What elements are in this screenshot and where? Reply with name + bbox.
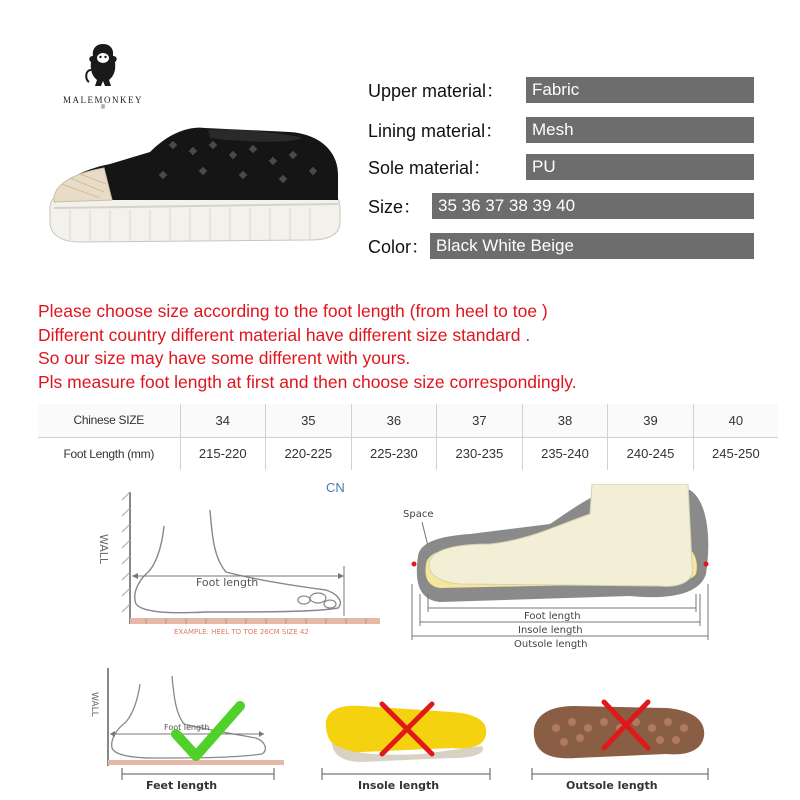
table-row-header: Chinese SIZE xyxy=(38,404,180,437)
table-cell: 220-225 xyxy=(266,437,352,470)
spec-label: Sole material： xyxy=(368,158,492,178)
spec-value: Fabric xyxy=(526,77,754,103)
feet-length-caption: Feet length xyxy=(146,779,218,792)
note-line: Please choose size according to the foot length (from heel to toe ) xyxy=(38,301,548,321)
note-line: Different country different material have different size standard . xyxy=(38,324,531,345)
foot-length-label: Foot length xyxy=(524,611,581,622)
spec-label: Lining material： xyxy=(368,121,504,141)
table-row xyxy=(38,404,778,437)
table-cell: 35 xyxy=(266,404,352,437)
size-notes xyxy=(38,300,778,394)
space-label: Space xyxy=(403,509,434,520)
spec-value: PU xyxy=(526,154,754,180)
feet-length-panel xyxy=(84,662,290,796)
brand-registered-mark: ® xyxy=(100,105,106,111)
table-cell: 245-250 xyxy=(712,446,760,462)
table-cell: 38 xyxy=(522,404,608,437)
table-cell: 235-240 xyxy=(522,437,608,470)
table-cell: 36 xyxy=(351,404,437,437)
outsole-length-panel xyxy=(516,662,722,796)
spec-label: Color： xyxy=(368,237,430,257)
spec-label: Size： xyxy=(368,197,422,217)
table-row-header: Foot Length (mm) xyxy=(38,437,180,470)
note-line: So our size may have some different with yours. xyxy=(38,348,411,368)
table-cell: 34 xyxy=(180,404,266,437)
table-cell: 230-235 xyxy=(437,437,523,470)
foot-length-label: Foot length xyxy=(196,576,259,589)
spec-value: Mesh xyxy=(526,117,754,143)
insole-length-label: Insole length xyxy=(518,625,583,636)
outsole-length-caption: Outsole length xyxy=(566,779,658,792)
spec-value: Black White Beige xyxy=(430,233,754,259)
table-row xyxy=(38,437,778,470)
brand-logo-block xyxy=(48,40,158,111)
brand-name: MALEMONKEY xyxy=(63,95,143,105)
size-chart-table xyxy=(38,404,778,470)
table-cell: 40 xyxy=(693,404,778,437)
shoe-cross-section-diagram xyxy=(400,484,720,654)
spec-value: 35 36 37 38 39 40 xyxy=(432,193,754,219)
note-line: Pls measure foot length at first and then choose size correspondingly. xyxy=(38,371,577,392)
table-cell: 225-230 xyxy=(351,437,437,470)
wall-label: WALL xyxy=(89,692,99,717)
table-cell: 39 xyxy=(608,404,694,437)
table-cell: 240-245 xyxy=(608,437,694,470)
spec-label: Upper material： xyxy=(368,81,505,101)
outsole-length-label: Outsole length xyxy=(514,639,588,650)
monkey-logo-icon xyxy=(83,40,123,88)
shoe-image xyxy=(40,112,350,252)
table-cell: 37 xyxy=(437,404,523,437)
foot-length-label: Foot length xyxy=(164,723,210,732)
wall-measure-diagram xyxy=(86,486,386,642)
cn-label: CN xyxy=(326,480,345,495)
insole-length-panel xyxy=(302,662,508,796)
insole-length-caption: Insole length xyxy=(358,779,440,792)
example-label: EXAMPLE: HEEL TO TOE 26CM SIZE 42 xyxy=(174,628,309,636)
wall-label: WALL xyxy=(97,534,110,565)
table-cell: 215-220 xyxy=(180,437,266,470)
